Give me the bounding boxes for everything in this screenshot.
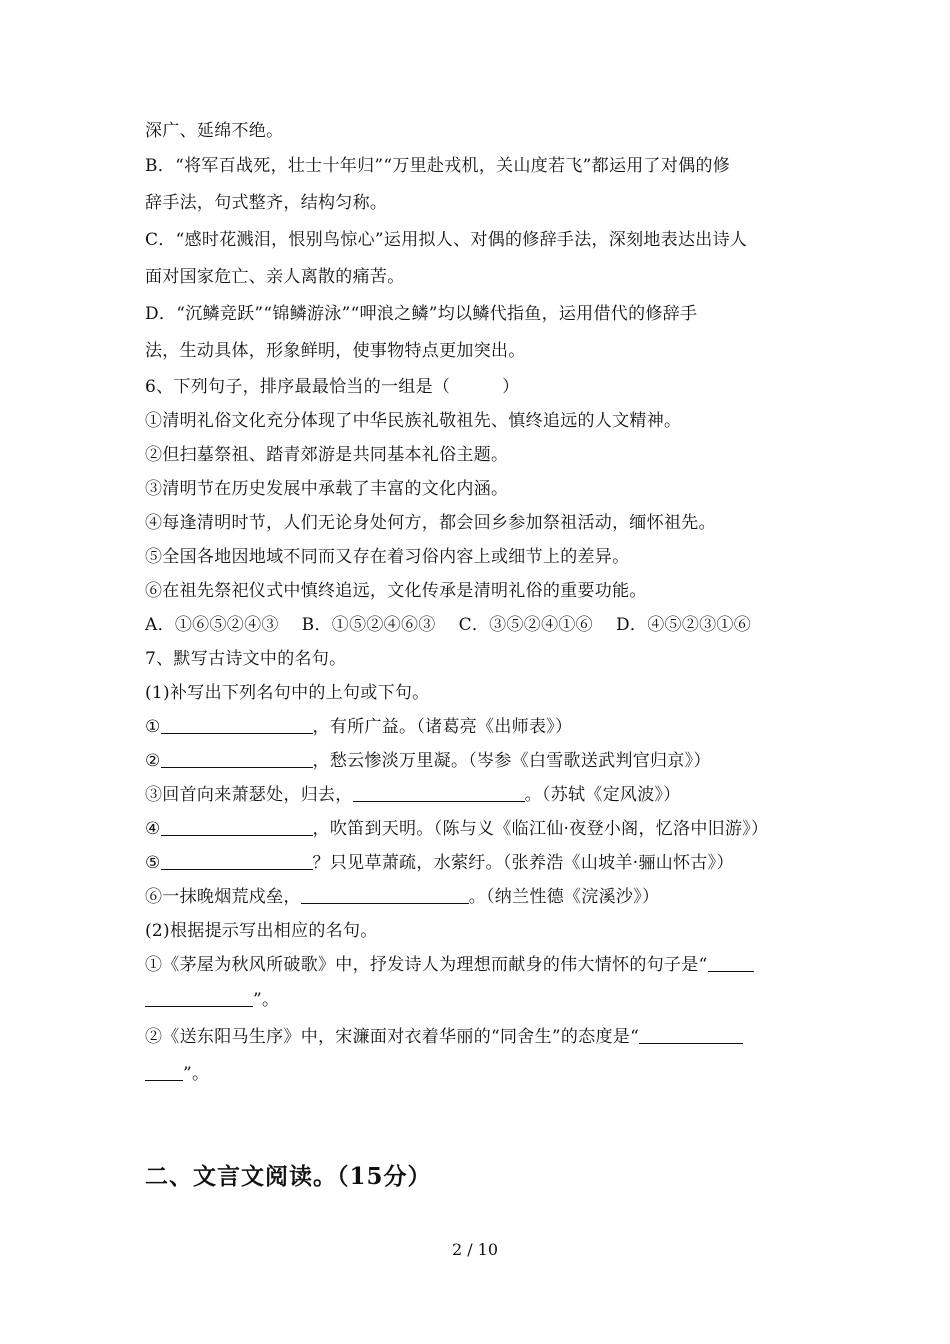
fill-suffix: 。（纳兰性德《浣溪沙》） bbox=[468, 887, 660, 907]
answer-blank[interactable] bbox=[301, 883, 469, 904]
fill-prefix: ③回首向来萧瑟处，归去， bbox=[145, 785, 353, 805]
fill-suffix: ，吹笛到天明。（陈与义《临江仙·夜登小阁，忆洛中旧游》） bbox=[312, 819, 769, 839]
fill-prefix: ① bbox=[145, 717, 161, 737]
text-line: C．“感时花溅泪，恨别鸟惊心”运用拟人、对偶的修辞手法，深刻地表达出诗人 bbox=[145, 230, 748, 250]
sentence-option: ④每逢清明时节，人们无论身处何方，都会回乡参加祭祖活动，缅怀祖先。 bbox=[145, 513, 716, 533]
answer-choices: A．①⑥⑤②④③ B．①⑤②④⑥③ C．③⑤②④①⑥ D．④⑤②③①⑥ bbox=[145, 615, 752, 635]
fill-prefix: ⑤ bbox=[145, 853, 161, 873]
answer-blank[interactable] bbox=[145, 1060, 183, 1081]
part2-text: ①《茅屋为秋风所破歌》中，抒发诗人为理想而献身的伟大情怀的句子是“ bbox=[145, 955, 708, 975]
sentence-option: ③清明节在历史发展中承载了丰富的文化内涵。 bbox=[145, 479, 509, 499]
fill-item-4 bbox=[145, 812, 813, 846]
section-heading: 二、文言文阅读。（15分） bbox=[145, 1163, 432, 1190]
sentence-option: ②但扫墓祭祖、踏青郊游是共同基本礼俗主题。 bbox=[145, 445, 509, 465]
fill-prefix: ② bbox=[145, 751, 161, 771]
part2-item-1-cont bbox=[145, 982, 813, 1019]
part-1-instruction: (1)补写出下列名句中的上句或下句。 bbox=[145, 683, 430, 703]
answer-blank[interactable] bbox=[161, 849, 313, 870]
fill-item-5 bbox=[145, 846, 813, 880]
sentence-option: ⑤全国各地因地域不同而又存在着习俗内容上或细节上的差异。 bbox=[145, 547, 630, 567]
part2-item-1 bbox=[145, 948, 813, 982]
text-line: 辞手法，句式整齐，结构匀称。 bbox=[145, 193, 388, 213]
fill-prefix: ⑥一抹晚烟荒戍垒， bbox=[145, 887, 301, 907]
part2-end: ”。 bbox=[183, 1064, 210, 1084]
fill-item-3 bbox=[145, 778, 813, 812]
part2-text: ②《送东阳马生序》中，宋濂面对衣着华丽的“同舍生”的态度是“ bbox=[145, 1027, 640, 1047]
fill-item-6 bbox=[145, 880, 813, 914]
part-2-instruction: (2)根据提示写出相应的名句。 bbox=[145, 921, 378, 941]
fill-prefix: ④ bbox=[145, 819, 161, 839]
text-line: 面对国家危亡、亲人离散的痛苦。 bbox=[145, 267, 405, 287]
question-7-stem: 7、默写古诗文中的名句。 bbox=[145, 649, 347, 669]
answer-blank[interactable] bbox=[639, 1023, 743, 1044]
sentence-option: ①清明礼俗文化充分体现了中华民族礼敬祖先、慎终追远的人文精神。 bbox=[145, 411, 682, 431]
fill-item-1 bbox=[145, 710, 813, 744]
text-line: 法，生动具体，形象鲜明，使事物特点更加突出。 bbox=[145, 341, 526, 361]
answer-blank[interactable] bbox=[161, 815, 313, 836]
fill-suffix: ？只见草萧疏，水萦纡。（张养浩《山坡羊·骊山怀古》） bbox=[312, 853, 734, 873]
document-body bbox=[145, 114, 813, 1093]
fill-suffix: ，有所广益。（诸葛亮《出师表》） bbox=[312, 717, 573, 737]
sentence-option: ⑥在祖先祭祀仪式中慎终追远，文化传承是清明礼俗的重要功能。 bbox=[145, 581, 647, 601]
answer-blank[interactable] bbox=[161, 713, 313, 734]
fill-item-2 bbox=[145, 744, 813, 778]
question-6-stem: 6、下列句子，排序最最恰当的一组是（ ） bbox=[145, 377, 520, 397]
fill-suffix: 。（苏轼《定风波》） bbox=[524, 785, 681, 805]
answer-blank[interactable] bbox=[708, 951, 754, 972]
answer-blank[interactable] bbox=[161, 747, 313, 768]
text-line: D．“沉鳞竞跃”“锦鳞游泳”“呷浪之鳞”均以鳞代指鱼，运用借代的修辞手 bbox=[145, 304, 698, 324]
page-number: 2 / 10 bbox=[451, 1240, 499, 1259]
answer-blank[interactable] bbox=[353, 781, 525, 802]
part2-item-2-cont bbox=[145, 1056, 813, 1093]
answer-blank[interactable] bbox=[145, 986, 253, 1007]
part2-end: ”。 bbox=[253, 990, 280, 1010]
text-line: 深广、延绵不绝。 bbox=[145, 121, 284, 141]
text-line: B．“将军百战死，壮士十年归”“万里赴戎机，关山度若飞”都运用了对偶的修 bbox=[145, 156, 731, 176]
part2-item-2 bbox=[145, 1019, 813, 1056]
fill-suffix: ，愁云惨淡万里凝。（岑参《白雪歌送武判官归京》） bbox=[312, 751, 711, 771]
